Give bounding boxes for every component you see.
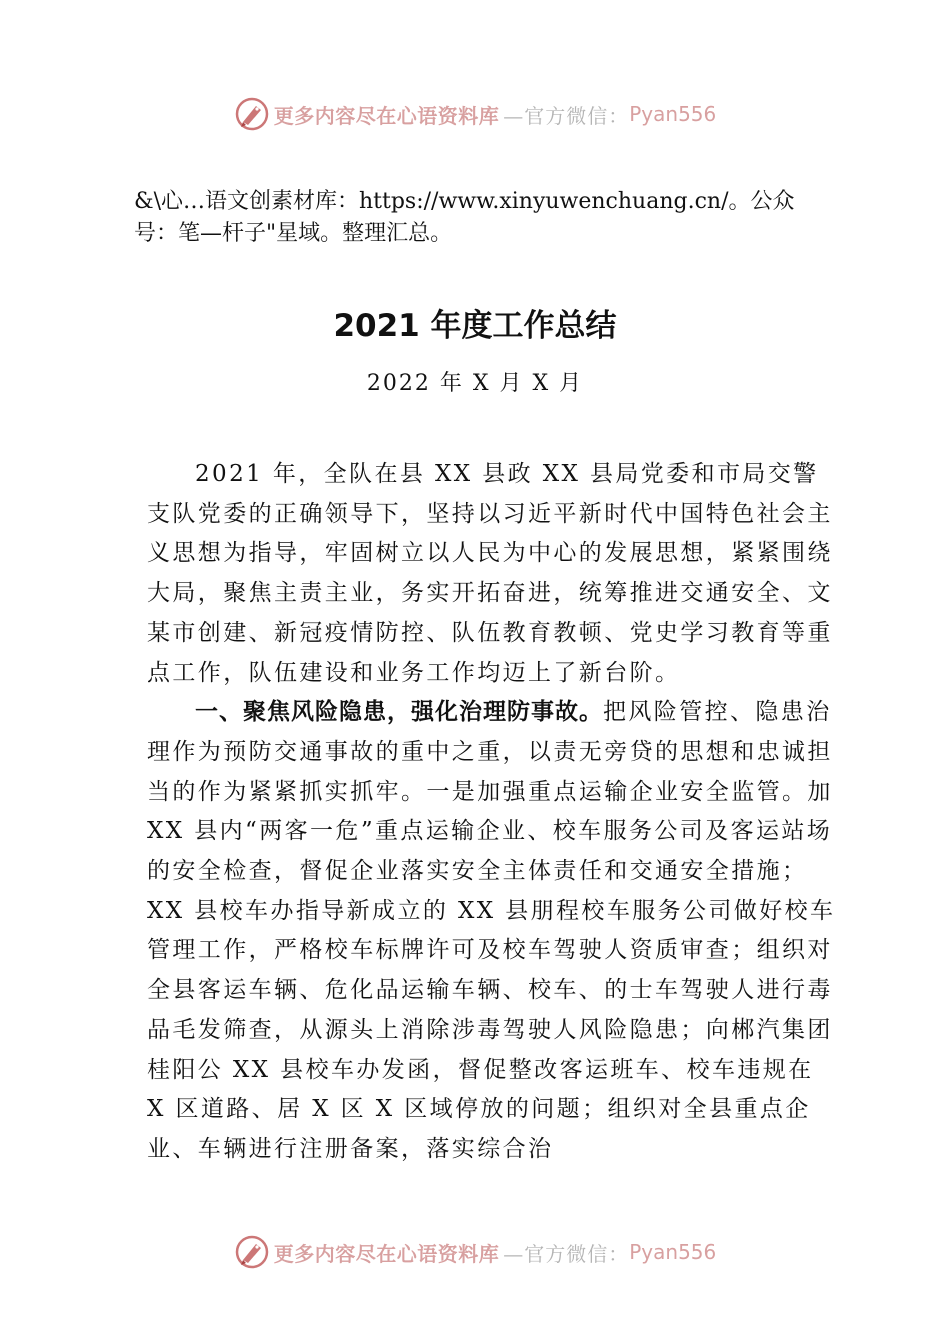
banner-contact-label: —官方微信： xyxy=(503,103,630,128)
banner-text: 更多内容尽在心语资料库 xyxy=(273,1241,500,1266)
section-1-paragraph xyxy=(147,693,837,1169)
banner-text: 更多内容尽在心语资料库 xyxy=(273,103,500,128)
pen-nib-logo-icon xyxy=(234,96,270,132)
section-1-heading: 一、聚焦风险隐患，强化治理防事故。 xyxy=(195,699,603,726)
intro-paragraph: 2021 年，全队在县 XX 县政 XX 县局党委和市局交警支队党委的正确领导下，坚持以习近平新时代中国特色社会主义思想为指导，牢固树立以人民为中心的发展思想，紧紧围绕大局，聚焦主责主业，务实开拓奋进，统筹推进交通安全、文某市创建、新冠疫情防控、队伍教育教顿、党史学习教育等重点工作，队伍建设和业务工作均迈上了新台阶。 xyxy=(147,461,833,686)
banner-contact-id: Pyan556 xyxy=(629,1240,717,1264)
document-date: 2022 年 X 月 X 月 xyxy=(366,371,584,396)
banner-contact-label: —官方微信： xyxy=(503,1241,630,1266)
banner-contact-id: Pyan556 xyxy=(629,102,717,126)
pen-nib-logo-icon xyxy=(234,1234,270,1270)
header-banner xyxy=(0,94,950,134)
footer-banner xyxy=(0,1232,950,1272)
document-body xyxy=(147,455,837,1170)
document-title: 2021 年度工作总结 xyxy=(333,308,617,344)
source-note: &\心…语文创素材库：https://www.xinyuwenchuang.cn/。公众号：笔—杆子"星域。整理汇总。 xyxy=(134,189,795,246)
section-1-text: 把风险管控、隐患治理作为预防交通事故的重中之重，以责无旁贷的思想和忠诚担当的作为紧紧抓实抓牢。一是加强重点运输企业安全监管。加 XX 县内“两客一危”重点运输企业、校车服务公司及客运站场的安全检查，督促企业落实安全主体责任和交通安全措施；XX 县校车办指导新成立的 XX 县朋程校车服务公司做好校车管理工作，严格校车标牌许可及校车驾驶人资质审查；组织对全县客运车辆、危化品运输车辆、校车、的士车驾驶人进行毒品毛发筛查，从源头上消除涉毒驾驶人风险隐患；向郴汽集团桂阳公 XX 县校车办发函，督促整改客运班车、校车违规在 X 区道路、居 X 区 X 区域停放的问题；组织对全县重点企业、车辆进行注册备案，落实综合治 xyxy=(147,699,836,1162)
